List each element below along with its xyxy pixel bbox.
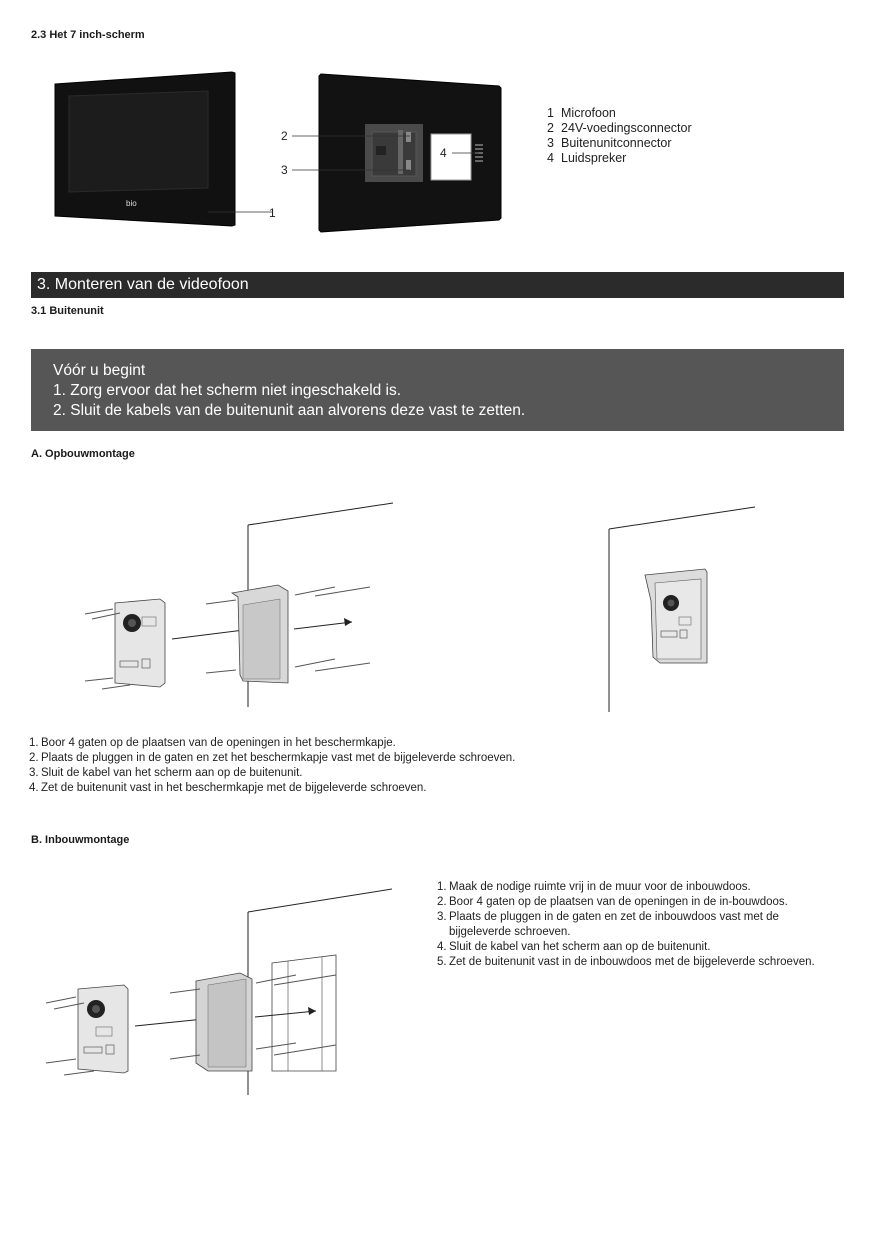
surface-mount-illustration (80, 495, 400, 715)
legend-item: 1 Microfoon (547, 106, 616, 120)
outdoor-unit-heading: 3.1 Buitenunit (31, 305, 104, 317)
legend-item: 3 Buitenunitconnector (547, 136, 672, 150)
before-start-title: Vóór u begint (53, 362, 146, 379)
component-legend (540, 106, 692, 166)
mount-section-heading: 3. Monteren van de videofoon (31, 272, 844, 298)
step-item: 4. Sluit de kabel van het scherm aan op de buitenunit. (437, 941, 711, 953)
callout-1: 1 (269, 206, 276, 220)
before-start-line: 2. Sluit de kabels van de buitenunit aan alvorens deze vast te zetten. (53, 402, 526, 419)
surface-mount-steps (29, 736, 849, 796)
flush-mount-heading: B. Inbouwmontage (31, 834, 130, 846)
step-item: 1. Maak de nodige ruimte vrij in de muur voor de inbouwdoos. (437, 881, 751, 893)
step-item: 2. Plaats de pluggen in de gaten en zet het beschermkapje vast met de bijgeleverde schroeven. (29, 752, 516, 764)
step-item: 4. Zet de buitenunit vast in het beschermkapje met de bijgeleverde schroeven. (29, 782, 427, 794)
surface-mount-heading: A. Opbouwmontage (31, 448, 135, 460)
flush-mount-illustration (40, 885, 400, 1100)
monitor-front-illustration (52, 70, 292, 230)
monitor-logo: bio (126, 199, 137, 208)
callout-2: 2 (281, 129, 288, 143)
step-item: 1. Boor 4 gaten op de plaatsen van de openingen in het beschermkapje. (29, 737, 396, 749)
monitor-back-illustration (290, 72, 505, 234)
step-item: 2. Boor 4 gaten op de plaatsen van de openingen in de in-bouwdoos. (437, 896, 788, 908)
before-start-line: 1. Zorg ervoor dat het scherm niet ingeschakeld is. (53, 382, 402, 399)
flush-mount-steps (437, 880, 837, 970)
step-item: 3. Plaats de pluggen in de gaten en zet de inbouwdoos vast met de bijgeleverde schroeven. (437, 911, 779, 938)
step-item: 3. Sluit de kabel van het scherm aan op de buitenunit. (29, 767, 303, 779)
callout-4: 4 (440, 146, 447, 160)
callout-3: 3 (281, 163, 288, 177)
screen-section-heading: 2.3 Het 7 inch-scherm (31, 29, 145, 41)
step-item: 5. Zet de buitenunit vast in de inbouwdoos met de bijgeleverde schroeven. (437, 956, 815, 968)
legend-item: 4 Luidspreker (547, 151, 627, 165)
legend-item: 2 24V-voedingsconnector (547, 121, 692, 135)
surface-mount-result-illustration (605, 505, 765, 715)
before-start-note (31, 349, 844, 431)
